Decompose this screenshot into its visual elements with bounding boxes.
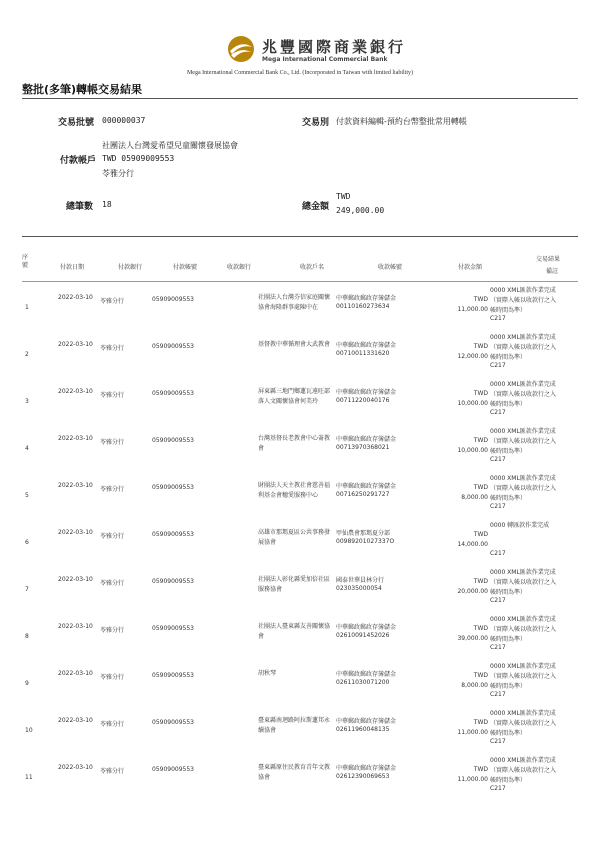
row-result-line2: （實際入帳以收款行之入: [490, 485, 557, 492]
row-seq: 6: [25, 539, 29, 546]
row-recv-account: 02610091452026: [336, 632, 390, 639]
row-result-code: C217: [490, 409, 506, 416]
row-date: 2022-03-10: [58, 764, 93, 771]
row-result-line1: 0000 XML匯款作業完成: [490, 710, 556, 717]
row-currency: TWD: [473, 531, 488, 538]
row-currency: TWD: [473, 343, 488, 350]
row-result-code: C217: [490, 738, 506, 745]
row-result-line1: 0000 XML匯款作業完成: [490, 381, 556, 388]
row-pay-account: 05909009553: [152, 719, 194, 726]
row-result-line2: （實際入帳以收款行之入: [490, 391, 557, 398]
bank-logo-icon: [226, 34, 256, 64]
row-result-line1: 0000 XML匯款作業完成: [490, 757, 556, 764]
row-currency: TWD: [473, 625, 488, 632]
payer-account: TWD 05909009553: [102, 154, 175, 163]
bank-full-name: Mega International Commercial Bank Co., Ltd. (Incorporated in Taiwan with limited liability): [186, 70, 414, 76]
row-result-line3: 帳時間為準）: [490, 495, 527, 502]
row-recv-bank: 國泰世華員林分行: [336, 577, 385, 584]
row-result-line1: 0000 XML匯款作業完成: [490, 616, 556, 623]
row-result-code: C217: [490, 362, 506, 369]
table-row: [0, 470, 600, 517]
total-currency: TWD: [336, 192, 351, 201]
row-pay-branch: 苓雅分行: [100, 533, 125, 540]
total-label: 總金額: [302, 202, 330, 212]
row-recv-account: 00711220040176: [336, 397, 390, 404]
row-seq: 5: [25, 492, 29, 499]
row-result-line2: （實際入帳以收款行之入: [490, 297, 557, 304]
row-pay-branch: 苓雅分行: [100, 580, 125, 587]
col-seq: 序號: [22, 254, 29, 269]
table-row: [0, 752, 600, 799]
row-amount: 12,000.00: [457, 353, 488, 360]
row-result-line3: 帳時間為準）: [490, 307, 527, 314]
row-amount: 11,000.00: [457, 729, 488, 736]
payer-label: 付款帳戶: [60, 156, 97, 166]
col-note: 備註: [546, 268, 559, 275]
row-result-code: C217: [490, 315, 506, 322]
row-amount: 11,000.00: [457, 776, 488, 783]
row-currency: TWD: [473, 437, 488, 444]
row-recv-account: 02611030071200: [336, 679, 390, 686]
row-result-line3: 帳時間為準）: [490, 354, 527, 361]
row-date: 2022-03-10: [58, 388, 93, 395]
row-result-line1: 0000 轉匯款作業完成: [490, 522, 550, 529]
row-recv-account: 00710011331620: [336, 350, 390, 357]
row-date: 2022-03-10: [58, 482, 93, 489]
table-row: [0, 705, 600, 752]
row-recv-account: 02611960048135: [336, 726, 390, 733]
row-result-code: C217: [490, 503, 506, 510]
col-pay-account: 付款帳號: [173, 264, 198, 271]
row-result-line1: 0000 XML匯款作業完成: [490, 475, 556, 482]
row-recv-name: 基督教中華循理會大武教會: [258, 341, 331, 348]
row-recv-name: 臺東縣南迴路阿拉斯蓮邦永續協會: [258, 717, 331, 734]
row-date: 2022-03-10: [58, 435, 93, 442]
row-result-line3: 帳時間為準）: [490, 683, 527, 690]
row-pay-branch: 苓雅分行: [100, 345, 125, 352]
table-row: [0, 282, 600, 329]
total-value: 249,000.00: [336, 206, 385, 215]
row-pay-account: 05909009553: [152, 578, 194, 585]
row-currency: TWD: [473, 484, 488, 491]
row-result-line2: （實際入帳以收款行之入: [490, 767, 557, 774]
row-recv-name: 社團法人彰化縣愛加倍社區服務協會: [258, 576, 331, 593]
row-date: 2022-03-10: [58, 341, 93, 348]
row-result-line1: 0000 XML匯款作業完成: [490, 663, 556, 670]
row-result-line3: 帳時間為準）: [490, 401, 527, 408]
row-seq: 7: [25, 586, 29, 593]
row-pay-account: 05909009553: [152, 484, 194, 491]
row-result-line3: 帳時間為準）: [490, 589, 527, 596]
batch-value: 000000037: [102, 116, 146, 125]
row-seq: 3: [25, 398, 29, 405]
col-result: 交易結果: [536, 256, 561, 263]
row-result-code: C217: [490, 691, 506, 698]
transaction-list: [0, 282, 600, 799]
row-result-line2: （實際入帳以收款行之入: [490, 344, 557, 351]
row-result-line1: 0000 XML匯款作業完成: [490, 334, 556, 341]
row-amount: 10,000.00: [457, 400, 488, 407]
row-recv-name: 社團法人臺東縣友善關懷協會: [258, 623, 331, 640]
row-recv-bank: 中華郵政郵政存簿儲金: [336, 483, 397, 490]
row-date: 2022-03-10: [58, 529, 93, 536]
row-recv-bank: 中華郵政郵政存簿儲金: [336, 389, 397, 396]
table-row: [0, 517, 600, 564]
row-recv-name: 財團法人天主教社會慈善福利基金會穗愛服務中心: [258, 482, 331, 499]
row-amount: 39,000.00: [457, 635, 488, 642]
row-pay-account: 05909009553: [152, 343, 194, 350]
row-recv-account: 00713970368021: [336, 444, 390, 451]
row-recv-name: 高雄市那瑪夏區公共事務發展協會: [258, 529, 331, 546]
row-recv-name: 社團法人台灣芬信家庭關懷協會海隆群事處陳中在: [258, 294, 331, 311]
row-result-line3: 帳時間為準）: [490, 448, 527, 455]
payer-branch: 苓雅分行: [102, 169, 134, 178]
row-result-line2: （實際入帳以收款行之入: [490, 673, 557, 680]
table-row: [0, 329, 600, 376]
type-value: 付款資料編輯-預約台幣整批常用轉帳: [336, 117, 467, 126]
row-recv-account: 023035000054: [336, 585, 382, 592]
row-recv-account: 00989201027337O: [336, 538, 395, 545]
row-result-line3: 帳時間為準）: [490, 777, 527, 784]
row-result-line1: 0000 XML匯款作業完成: [490, 287, 556, 294]
col-pay-branch: 付款銀行: [118, 264, 143, 271]
row-amount: 11,000.00: [457, 306, 488, 313]
col-amount: 付款金額: [458, 264, 483, 271]
row-result-line2: （實際入帳以收款行之入: [490, 579, 557, 586]
row-pay-account: 05909009553: [152, 437, 194, 444]
col-recv-bank: 收款銀行: [227, 264, 252, 271]
row-seq: 1: [25, 304, 29, 311]
row-result-line2: （實際入帳以收款行之入: [490, 720, 557, 727]
row-result-code: C217: [490, 456, 506, 463]
payer-name: 社團法人台灣愛希望兒童關懷發展協會: [102, 141, 238, 150]
row-pay-branch: 苓雅分行: [100, 768, 125, 775]
count-value: 18: [102, 200, 112, 209]
row-recv-name: 胡秋琴: [258, 670, 277, 677]
divider: [22, 236, 578, 237]
row-date: 2022-03-10: [58, 717, 93, 724]
row-recv-name: 屏東縣三地門鄉蓮瓦遠旺部落人文關懷協會何美玲: [258, 388, 331, 405]
row-pay-account: 05909009553: [152, 531, 194, 538]
row-recv-bank: 中華郵政郵政存簿儲金: [336, 718, 397, 725]
row-recv-bank: 中華郵政郵政存簿儲金: [336, 624, 397, 631]
row-pay-branch: 苓雅分行: [100, 627, 125, 634]
page-title: 整批(多筆)轉帳交易結果: [22, 83, 143, 96]
row-date: 2022-03-10: [58, 294, 93, 301]
row-pay-account: 05909009553: [152, 766, 194, 773]
row-pay-branch: 苓雅分行: [100, 298, 125, 305]
table-row: [0, 611, 600, 658]
row-amount: 8,000.00: [461, 682, 488, 689]
table-row: [0, 564, 600, 611]
row-result-line2: （實際入帳以收款行之入: [490, 438, 557, 445]
row-result-line3: 帳時間為準）: [490, 636, 527, 643]
col-date: 付款日期: [60, 264, 85, 271]
row-currency: TWD: [473, 672, 488, 679]
row-recv-account: 00110160273634: [336, 303, 390, 310]
bank-header: [0, 0, 600, 80]
row-recv-account: 02612390069653: [336, 773, 390, 780]
bank-name-cn: 兆豐國際商業銀行: [262, 38, 407, 56]
batch-label: 交易批號: [58, 118, 95, 128]
row-result-line1: 0000 XML匯款作業完成: [490, 569, 556, 576]
count-label: 總筆數: [66, 202, 94, 212]
row-seq: 8: [25, 633, 29, 640]
type-label: 交易別: [302, 118, 330, 128]
divider: [22, 98, 578, 99]
row-recv-bank: 中華郵政郵政存簿儲金: [336, 671, 397, 678]
row-amount: 20,000.00: [457, 588, 488, 595]
row-currency: TWD: [473, 719, 488, 726]
row-result-code: C217: [490, 644, 506, 651]
row-recv-bank: 中華郵政郵政存簿儲金: [336, 342, 397, 349]
row-result-line1: 0000 XML匯款作業完成: [490, 428, 556, 435]
table-row: [0, 376, 600, 423]
row-pay-branch: 苓雅分行: [100, 674, 125, 681]
row-amount: 10,000.00: [457, 447, 488, 454]
row-recv-bank: 甲仙農會那瑪夏分部: [336, 530, 391, 537]
row-recv-account: 00716250291727: [336, 491, 390, 498]
row-recv-bank: 中華郵政郵政存簿儲金: [336, 295, 397, 302]
row-result-code: C217: [490, 785, 506, 792]
row-date: 2022-03-10: [58, 623, 93, 630]
row-recv-bank: 中華郵政郵政存簿儲金: [336, 436, 397, 443]
table-row: [0, 423, 600, 470]
row-date: 2022-03-10: [58, 670, 93, 677]
row-seq: 10: [25, 727, 33, 734]
row-pay-account: 05909009553: [152, 672, 194, 679]
row-pay-account: 05909009553: [152, 625, 194, 632]
col-recv-account: 收款帳號: [378, 264, 403, 271]
row-seq: 2: [25, 351, 29, 358]
row-seq: 4: [25, 445, 29, 452]
row-result-line3: 帳時間為準）: [490, 730, 527, 737]
row-recv-bank: 中華郵政郵政存簿儲金: [336, 765, 397, 772]
row-pay-branch: 苓雅分行: [100, 439, 125, 446]
row-result-line2: （實際入帳以收款行之入: [490, 626, 557, 633]
row-amount: 14,000.00: [457, 541, 488, 548]
row-pay-branch: 苓雅分行: [100, 721, 125, 728]
row-currency: TWD: [473, 766, 488, 773]
table-row: [0, 658, 600, 705]
row-pay-branch: 苓雅分行: [100, 392, 125, 399]
row-result-code: C217: [490, 550, 506, 557]
col-recv-name: 收款戶名: [300, 264, 325, 271]
row-pay-account: 05909009553: [152, 296, 194, 303]
row-pay-branch: 苓雅分行: [100, 486, 125, 493]
row-currency: TWD: [473, 390, 488, 397]
row-amount: 8,000.00: [461, 494, 488, 501]
row-currency: TWD: [473, 296, 488, 303]
row-result-code: C217: [490, 597, 506, 604]
row-currency: TWD: [473, 578, 488, 585]
row-pay-account: 05909009553: [152, 390, 194, 397]
row-seq: 9: [25, 680, 29, 687]
row-recv-name: 台灣基督長老教會中心崙教會: [258, 435, 331, 452]
row-date: 2022-03-10: [58, 576, 93, 583]
row-recv-name: 臺東縣原住民教育青年文教協會: [258, 764, 331, 781]
bank-name-en: Mega International Commercial Bank: [262, 56, 388, 63]
row-seq: 11: [25, 774, 33, 781]
